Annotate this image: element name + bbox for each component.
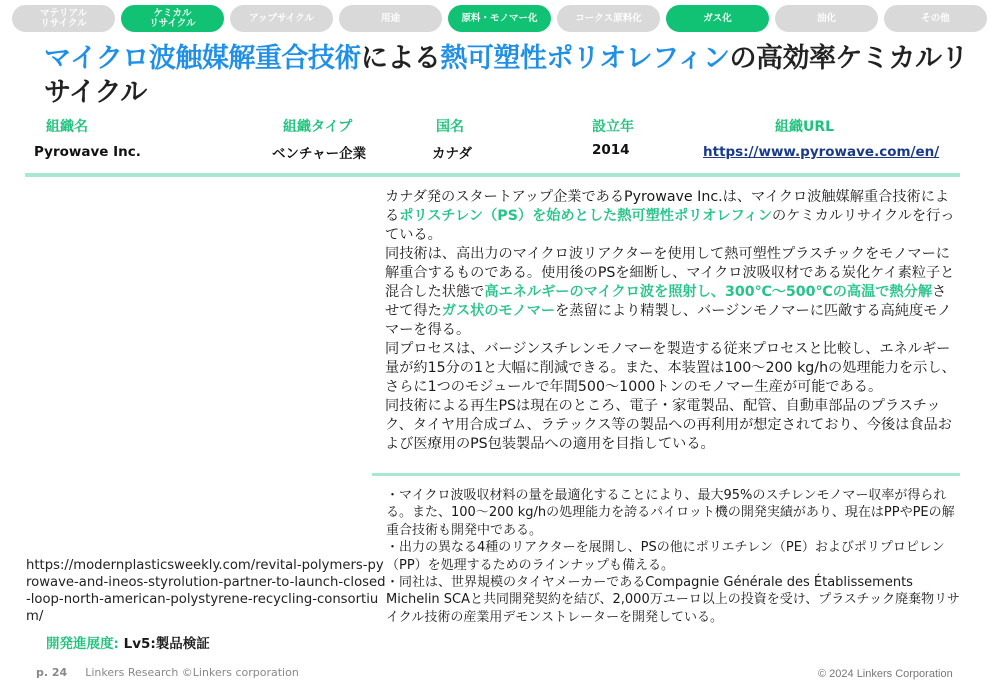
description — [385, 188, 960, 454]
header-org-name: 組織名 — [46, 119, 88, 135]
development-level — [46, 632, 210, 652]
page-number: p. 24 — [36, 666, 68, 679]
header-org-type: 組織タイプ — [283, 119, 353, 135]
desc-paragraph-4: 同技術による再生PSは現在のところ、電子・家電製品、配管、自動車部品のプラスチック、タイヤ用合成ゴム、ラテックス等の製品への再利用が想定されており、今後は食品および医療用のPS包装製品への適用を目指している。 — [385, 398, 952, 452]
desc-highlight: ポリスチレン（PS）を始めとした熱可塑性ポリオレフィン — [399, 208, 773, 224]
divider-notes — [372, 473, 960, 476]
org-url-link[interactable]: https://www.pyrowave.com/en/ — [703, 144, 940, 160]
header-founded: 設立年 — [592, 119, 634, 135]
org-type: ベンチャー企業 — [272, 146, 367, 162]
note-item: ・出力の異なる4種のリアクターを展開し、PSの他にポリエチレン（PE）およびポリプロピレン（PP）を処理するためのラインナップも備える。 — [386, 540, 945, 573]
desc-paragraph-2 — [385, 245, 960, 340]
note-item: ・マイクロ波吸収材料の量を最適化することにより、最大95%のスチレンモノマー収率が得られる。また、100～200 kg/hの処理能力を誇るパイロット機の開発実績があり、現在はPPやPEの解重合技術も開発中である。 — [386, 488, 955, 538]
desc-text: カナダ発のスタートアップ企業であるPyrowave Inc.は、マイクロ波触媒解重合技術による — [385, 189, 950, 224]
tab-monomer[interactable]: 原料・モノマー化 — [448, 5, 551, 32]
tab-upcycle[interactable]: アップサイクル — [230, 5, 333, 32]
desc-paragraph-1 — [385, 188, 960, 245]
footer-left — [36, 666, 299, 679]
desc-text: のケミカルリサイクルを行っている。 — [385, 208, 955, 243]
desc-paragraph-3: 同プロセスは、バージンスチレンモノマーを製造する従来プロセスと比較し、エネルギー量が約15分の1と大幅に削減できる。また、本装置は100～200 kg/hの処理能力を示し、さらに1つのモジュールで年間500～1000トンのモノマー生産が可能である。 — [385, 341, 956, 395]
development-value: Lv5:製品検証 — [118, 636, 210, 652]
desc-text: を蒸留により精製し、バージンモノマーに匹敵する高純度モノマーを得る。 — [385, 303, 952, 338]
title-material: 熱可塑性ポリオレフィン — [440, 43, 730, 74]
title-connector: による — [360, 43, 441, 74]
divider-top — [25, 173, 960, 177]
tab-chemical-recycle[interactable]: ケミカル リサイクル — [121, 5, 224, 32]
category-tabs — [12, 5, 996, 32]
footer-credit: Linkers Research ©Linkers corporation — [85, 666, 299, 679]
tab-usage[interactable]: 用途 — [339, 5, 442, 32]
org-name: Pyrowave Inc. — [34, 144, 141, 160]
notes-list — [386, 487, 961, 626]
tab-gasification[interactable]: ガス化 — [666, 5, 769, 32]
footer-copyright: © 2024 Linkers Corporation — [818, 668, 953, 680]
header-url: 組織URL — [775, 119, 835, 135]
desc-highlight: 高エネルギーのマイクロ波を照射し、300℃～500℃の高温で熱分解 — [484, 284, 933, 300]
desc-highlight: ガス状のモノマー — [441, 303, 556, 319]
tab-other[interactable]: その他 — [884, 5, 987, 32]
tab-oil[interactable]: 油化 — [775, 5, 878, 32]
desc-text: させて得た — [385, 284, 947, 319]
development-label: 開発進展度: — [46, 636, 119, 652]
org-country: カナダ — [432, 146, 472, 162]
desc-text: 同技術は、高出力のマイクロ波リアクターを使用して熱可塑性プラスチックをモノマーに解重合するものである。使用後のPSを細断し、マイクロ波吸収材である炭化ケイ素粒子と混合した状態で — [385, 246, 955, 300]
org-founded: 2014 — [592, 142, 630, 158]
note-item: ・同社は、世界規模のタイヤメーカーであるCompagnie Générale des Établissements Michelin SCAと共同開発契約を結び、2,000万ユーロ以上の投資を受け、プラスチック廃棄物リサイクル技術の産業用デモンストレーターを開発している。 — [386, 575, 960, 625]
header-country: 国名 — [436, 119, 464, 135]
source-url[interactable]: https://modernplasticsweekly.com/revital-polymers-pyrowave-and-ineos-styrolution-partner-to-launch-closed-loop-north-american-polystyrene-recycling-consortium/ — [26, 558, 386, 624]
title-tech: マイクロ波触媒解重合技術 — [44, 43, 361, 74]
tab-material-recycle[interactable]: マテリアル リサイクル — [12, 5, 115, 32]
title-rest: の高効率ケミカルリサイクル — [44, 43, 968, 108]
tab-coke[interactable]: コークス原料化 — [557, 5, 660, 32]
page-title — [44, 42, 974, 110]
